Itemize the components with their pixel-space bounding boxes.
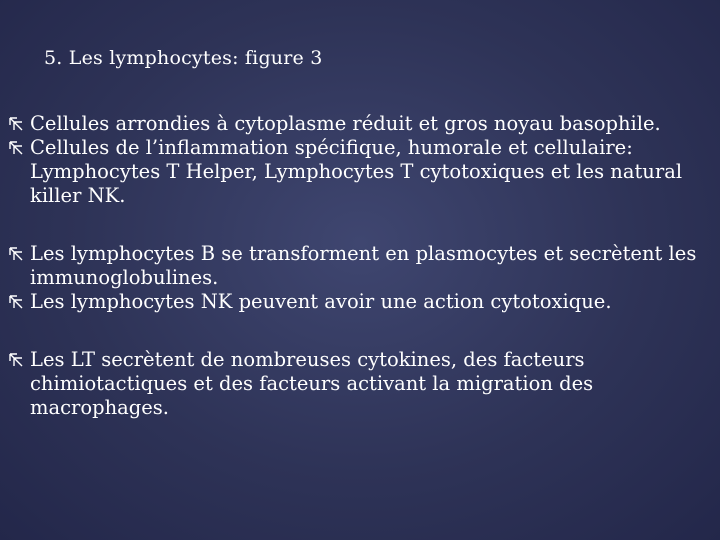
bullet-text: Cellules arrondies à cytoplasme réduit et gros noyau basophile. [30, 112, 661, 135]
bullet-list [8, 112, 713, 420]
bullet-text: Les lymphocytes B se transforment en plasmocytes et secrètent les immunoglobulines. [30, 242, 697, 289]
bullet-arrow-icon [8, 352, 24, 368]
bullet-arrow-icon [8, 116, 24, 132]
slide-title: 5. Les lymphocytes: figure 3 [44, 47, 323, 69]
bullet-text: Les LT secrètent de nombreuses cytokines, des facteurs chimiotactiques et des facteurs activant la migration des macrophages. [30, 348, 594, 419]
bullet-item [8, 136, 713, 208]
bullet-text: Les lymphocytes NK peuvent avoir une action cytotoxique. [30, 290, 612, 313]
bullet-arrow-icon [8, 294, 24, 310]
bullet-item [8, 112, 713, 136]
bullet-item [8, 348, 713, 420]
bullet-text: Cellules de l’inflammation spécifique, humorale et cellulaire: Lymphocytes T Helper, Lymphocytes T cytotoxiques et les natural killer NK. [30, 136, 683, 207]
bullet-item [8, 242, 713, 290]
bullet-arrow-icon [8, 246, 24, 262]
bullet-item [8, 290, 713, 314]
bullet-arrow-icon [8, 140, 24, 156]
